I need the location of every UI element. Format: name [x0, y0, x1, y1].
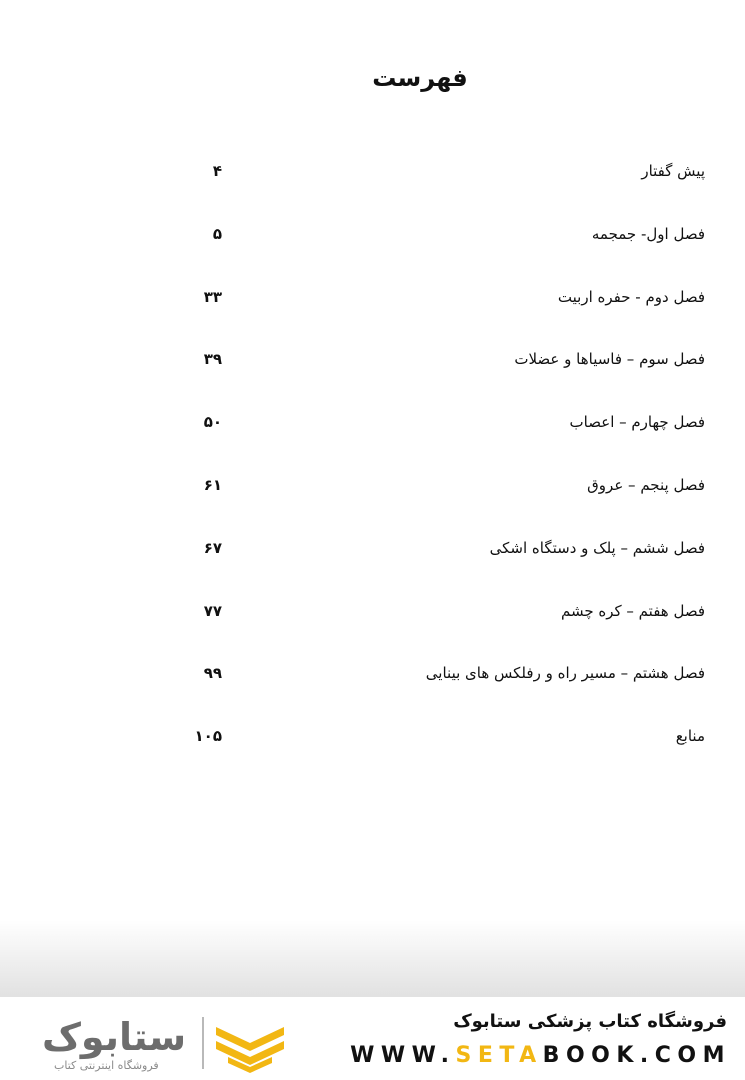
toc-entry-label: فصل ششم – پلک و دستگاه اشکی: [489, 538, 705, 557]
toc-entry-label: فصل چهارم – اعصاب: [569, 413, 705, 432]
toc-entry-page: ۶۱: [203, 475, 222, 494]
url-suffix: BOOK.COM: [542, 1043, 731, 1068]
url-highlight: SETA: [455, 1043, 543, 1068]
toc-row: [180, 156, 710, 219]
table-of-contents: [180, 156, 710, 784]
toc-entry-label: فصل هفتم – کره چشم: [560, 601, 705, 620]
toc-entry-page: ۵۰: [203, 413, 222, 432]
toc-row: [180, 470, 710, 533]
toc-entry-page: ۷۷: [203, 601, 222, 620]
toc-entry-label: فصل دوم - حفره اربیت: [557, 287, 705, 306]
book-stack-icon: [214, 1021, 286, 1073]
toc-entry-page: ۶۷: [203, 538, 222, 557]
toc-row: [180, 407, 710, 470]
logo-divider: [202, 1017, 204, 1069]
page-title: فهرست: [372, 64, 468, 92]
url-prefix: WWW.: [350, 1043, 456, 1068]
setabook-logo[interactable]: [30, 1013, 290, 1075]
toc-entry-page: ۴: [212, 162, 222, 180]
toc-entry-page: ۹۹: [203, 664, 222, 683]
logo-wordmark: ستابوک: [42, 1015, 187, 1059]
toc-entry-page: ۳۹: [203, 350, 222, 369]
toc-row: [180, 533, 710, 596]
footer-banner: [0, 997, 745, 1080]
toc-row: [180, 721, 710, 784]
toc-entry-label: پیش گفتار: [641, 162, 705, 180]
page-bottom-shadow: [0, 920, 745, 998]
logo-tagline: فروشگاه اینترنتی کتاب: [54, 1059, 159, 1072]
store-url-link[interactable]: [350, 1043, 731, 1068]
store-name: فروشگاه کتاب پزشکی ستابوک: [453, 1011, 727, 1032]
toc-row: [180, 596, 710, 659]
toc-entry-page: ۱۰۵: [194, 727, 222, 746]
toc-row: [180, 219, 710, 282]
toc-entry-page: ۵: [212, 224, 222, 243]
toc-entry-label: فصل سوم – فاسیاها و عضلات: [514, 350, 705, 369]
toc-entry-label: منابع: [675, 727, 705, 746]
toc-row: [180, 282, 710, 345]
toc-entry-label: فصل پنجم – عروق: [587, 475, 705, 494]
toc-entry-label: فصل اول- جمجمه: [591, 224, 705, 243]
toc-entry-page: ۳۳: [203, 287, 222, 306]
toc-row: [180, 658, 710, 721]
toc-entry-label: فصل هشتم – مسیر راه و رفلکس های بینایی: [425, 664, 705, 683]
toc-row: [180, 344, 710, 407]
